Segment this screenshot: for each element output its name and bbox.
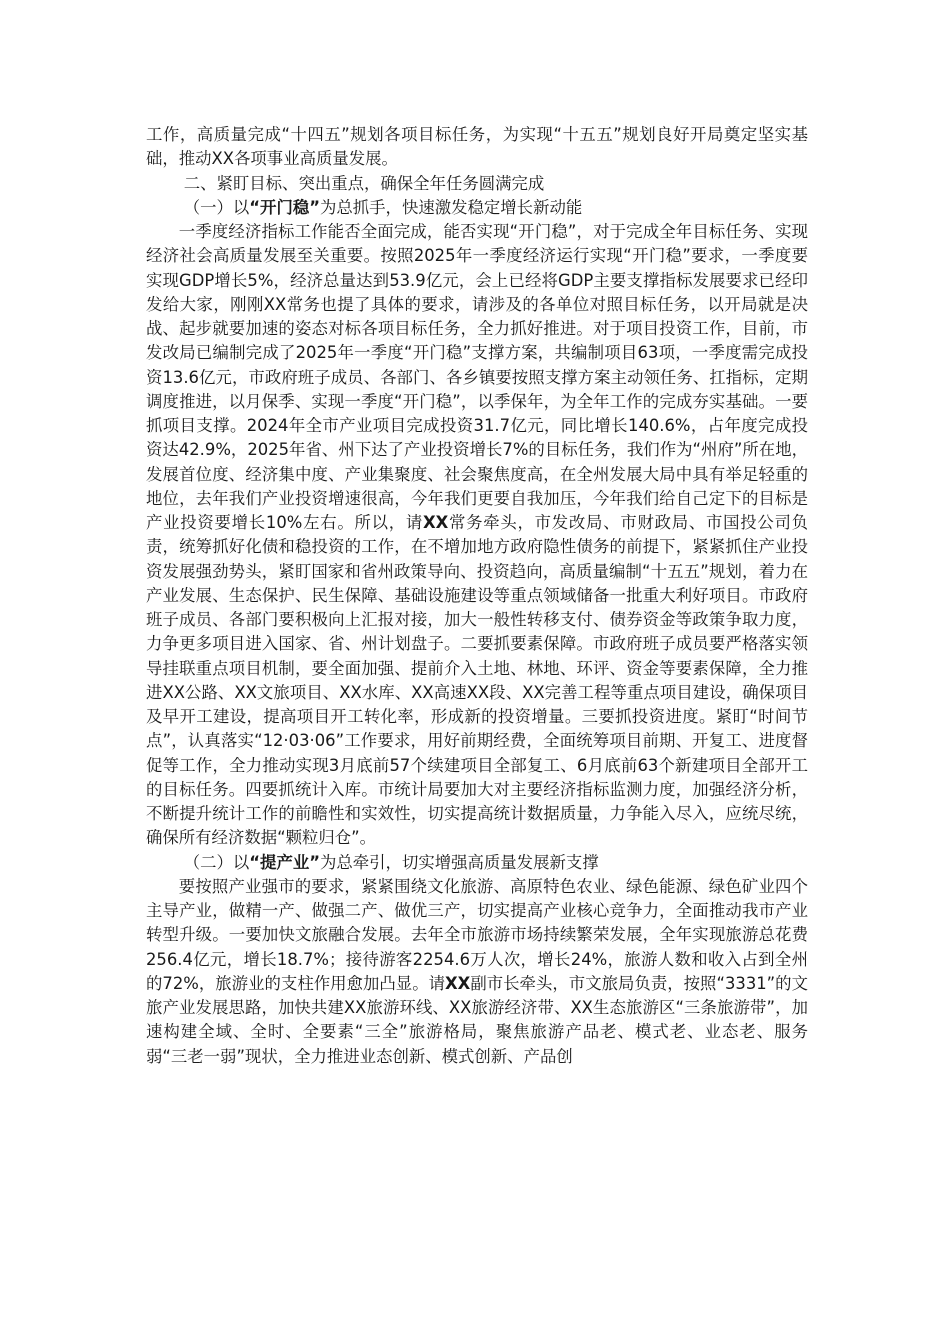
paragraph-industry-bold: XX	[445, 973, 471, 993]
subsection-heading-2-prefix: （二）以	[183, 852, 250, 872]
subsection-heading-1	[146, 196, 808, 220]
document-body	[146, 123, 808, 1069]
paragraph-industry-part-a: 要按照产业强市的要求，紧紧围绕文化旅游、高原特色农业、绿色能源、绿色矿业四个主导产业，做精一产、做强二产、做优三产，切实提高产业核心竞争力，全面推动我市产业转型升级。一要加快文旅融合发展。去年全市旅游市场持续繁荣发展，全年实现旅游总花费256.4亿元，增长18.7%；接待游客2254.6万人次，增长24%，旅游人数和收入占到全州的72%，旅游业的支柱作用愈加凸显。请	[146, 876, 808, 993]
paragraph-industry	[146, 875, 808, 1069]
subsection-heading-2	[146, 851, 808, 875]
subsection-heading-1-keyword: “开门稳”	[249, 197, 320, 217]
subsection-heading-2-keyword: “提产业”	[249, 852, 320, 872]
subsection-heading-2-rest: 为总牵引，切实增强高质量发展新支撑	[320, 852, 599, 872]
paragraph-industry-part-b: 副市长牵头，市文旅局负责，按照“3331”的文旅产业发展思路，加快共建XX旅游环线、XX旅游经济带、XX生态旅游区“三条旅游带”，加速构建全域、全时、全要素“三全”旅游格局，聚焦旅游产品老、模式老、业态老、服务弱“三老一弱”现状，全力推进业态创新、模式创新、产品创	[146, 973, 808, 1066]
subsection-heading-1-rest: 为总抓手，快速激发稳定增长新动能	[320, 197, 583, 217]
paragraph-stable-start-part-b: 常务牵头，市发改局、市财政局、市国投公司负责，统筹抓好化债和稳投资的工作，在不增加地方政府隐性债务的前提下，紧紧抓住产业投资发展强劲势头，紧盯国家和省州政策导向、投资趋向，高质量编制“十五五”规划，着力在产业发展、生态保护、民生保障、基础设施建设等重点领域储备一批重大利好项目。市政府班子成员、各部门要积极向上汇报对接，加大一般性转移支付、债券资金等政策争取力度，力争更多项目进入国家、省、州计划盘子。二要抓要素保障。市政府班子成员要严格落实领导挂联重点项目机制，要全面加强、提前介入土地、林地、环评、资金等要素保障，全力推进XX公路、XX文旅项目、XX水库、XX高速XX段、XX完善工程等重点项目建设，确保项目及早开工建设，提高项目开工转化率，形成新的投资增量。三要抓投资进度。紧盯“时间节点”，认真落实“12·03·06”工作要求，用好前期经费，全面统筹项目前期、开复工、进度督促等工作，全力推动实现3月底前57个续建项目全部复工、6月底前63个新建项目全部开工的目标任务。四要抓统计入库。市统计局要加大对主要经济指标监测力度，加强经济分析，不断提升统计工作的前瞻性和实效性，切实提高统计数据质量，力争能入尽入，应统尽统，确保所有经济数据“颗粒归仓”。	[146, 513, 809, 848]
paragraph-continuation: 工作，高质量完成“十四五”规划各项目标任务，为实现“十五五”规划良好开局奠定坚实基础，推动XX各项事业高质量发展。	[146, 125, 808, 169]
subsection-heading-1-prefix: （一）以	[183, 197, 250, 217]
paragraph-stable-start-bold: XX	[423, 513, 449, 532]
paragraph-stable-start-part-a: 一季度经济指标工作能否全面完成，能否实现“开门稳”，对于完成全年目标任务、实现经济社会高质量发展至关重要。按照2025年一季度经济运行实现“开门稳”要求，一季度要实现GDP增长5%，经济总量达到53.9亿元，会上已经将GDP主要支撑指标发展要求已经印发给大家，刚刚XX常务也提了具体的要求，请涉及的各单位对照目标任务，以开局就是决战、起步就要加速的姿态对标各项目标任务，全力抓好推进。对于项目投资工作，目前，市发改局已编制完成了2025年一季度“开门稳”支撑方案，共编制项目63项，一季度需完成投资13.6亿元，市政府班子成员、各部门、各乡镇要按照支撑方案主动领任务、扛指标，定期调度推进，以月保季、实现一季度“开门稳”，以季保年，为全年工作的完成夯实基础。一要抓项目支撑。2024年全市产业项目完成投资31.7亿元，同比增长140.6%，占年度完成投资达42.9%，2025年省、州下达了产业投资增长7%的目标任务，我们作为“州府”所在地，发展首位度、经济集中度、产业集聚度、社会聚焦度高，在全州发展大局中具有举足轻重的地位，去年我们产业投资增速很高，今年我们更要自我加压，今年我们给自己定下的目标是产业投资要增长10%左右。所以，请	[146, 222, 808, 532]
paragraph-stable-start	[146, 220, 808, 851]
section-heading-2: 二、紧盯目标、突出重点，确保全年任务圆满完成	[183, 173, 545, 193]
